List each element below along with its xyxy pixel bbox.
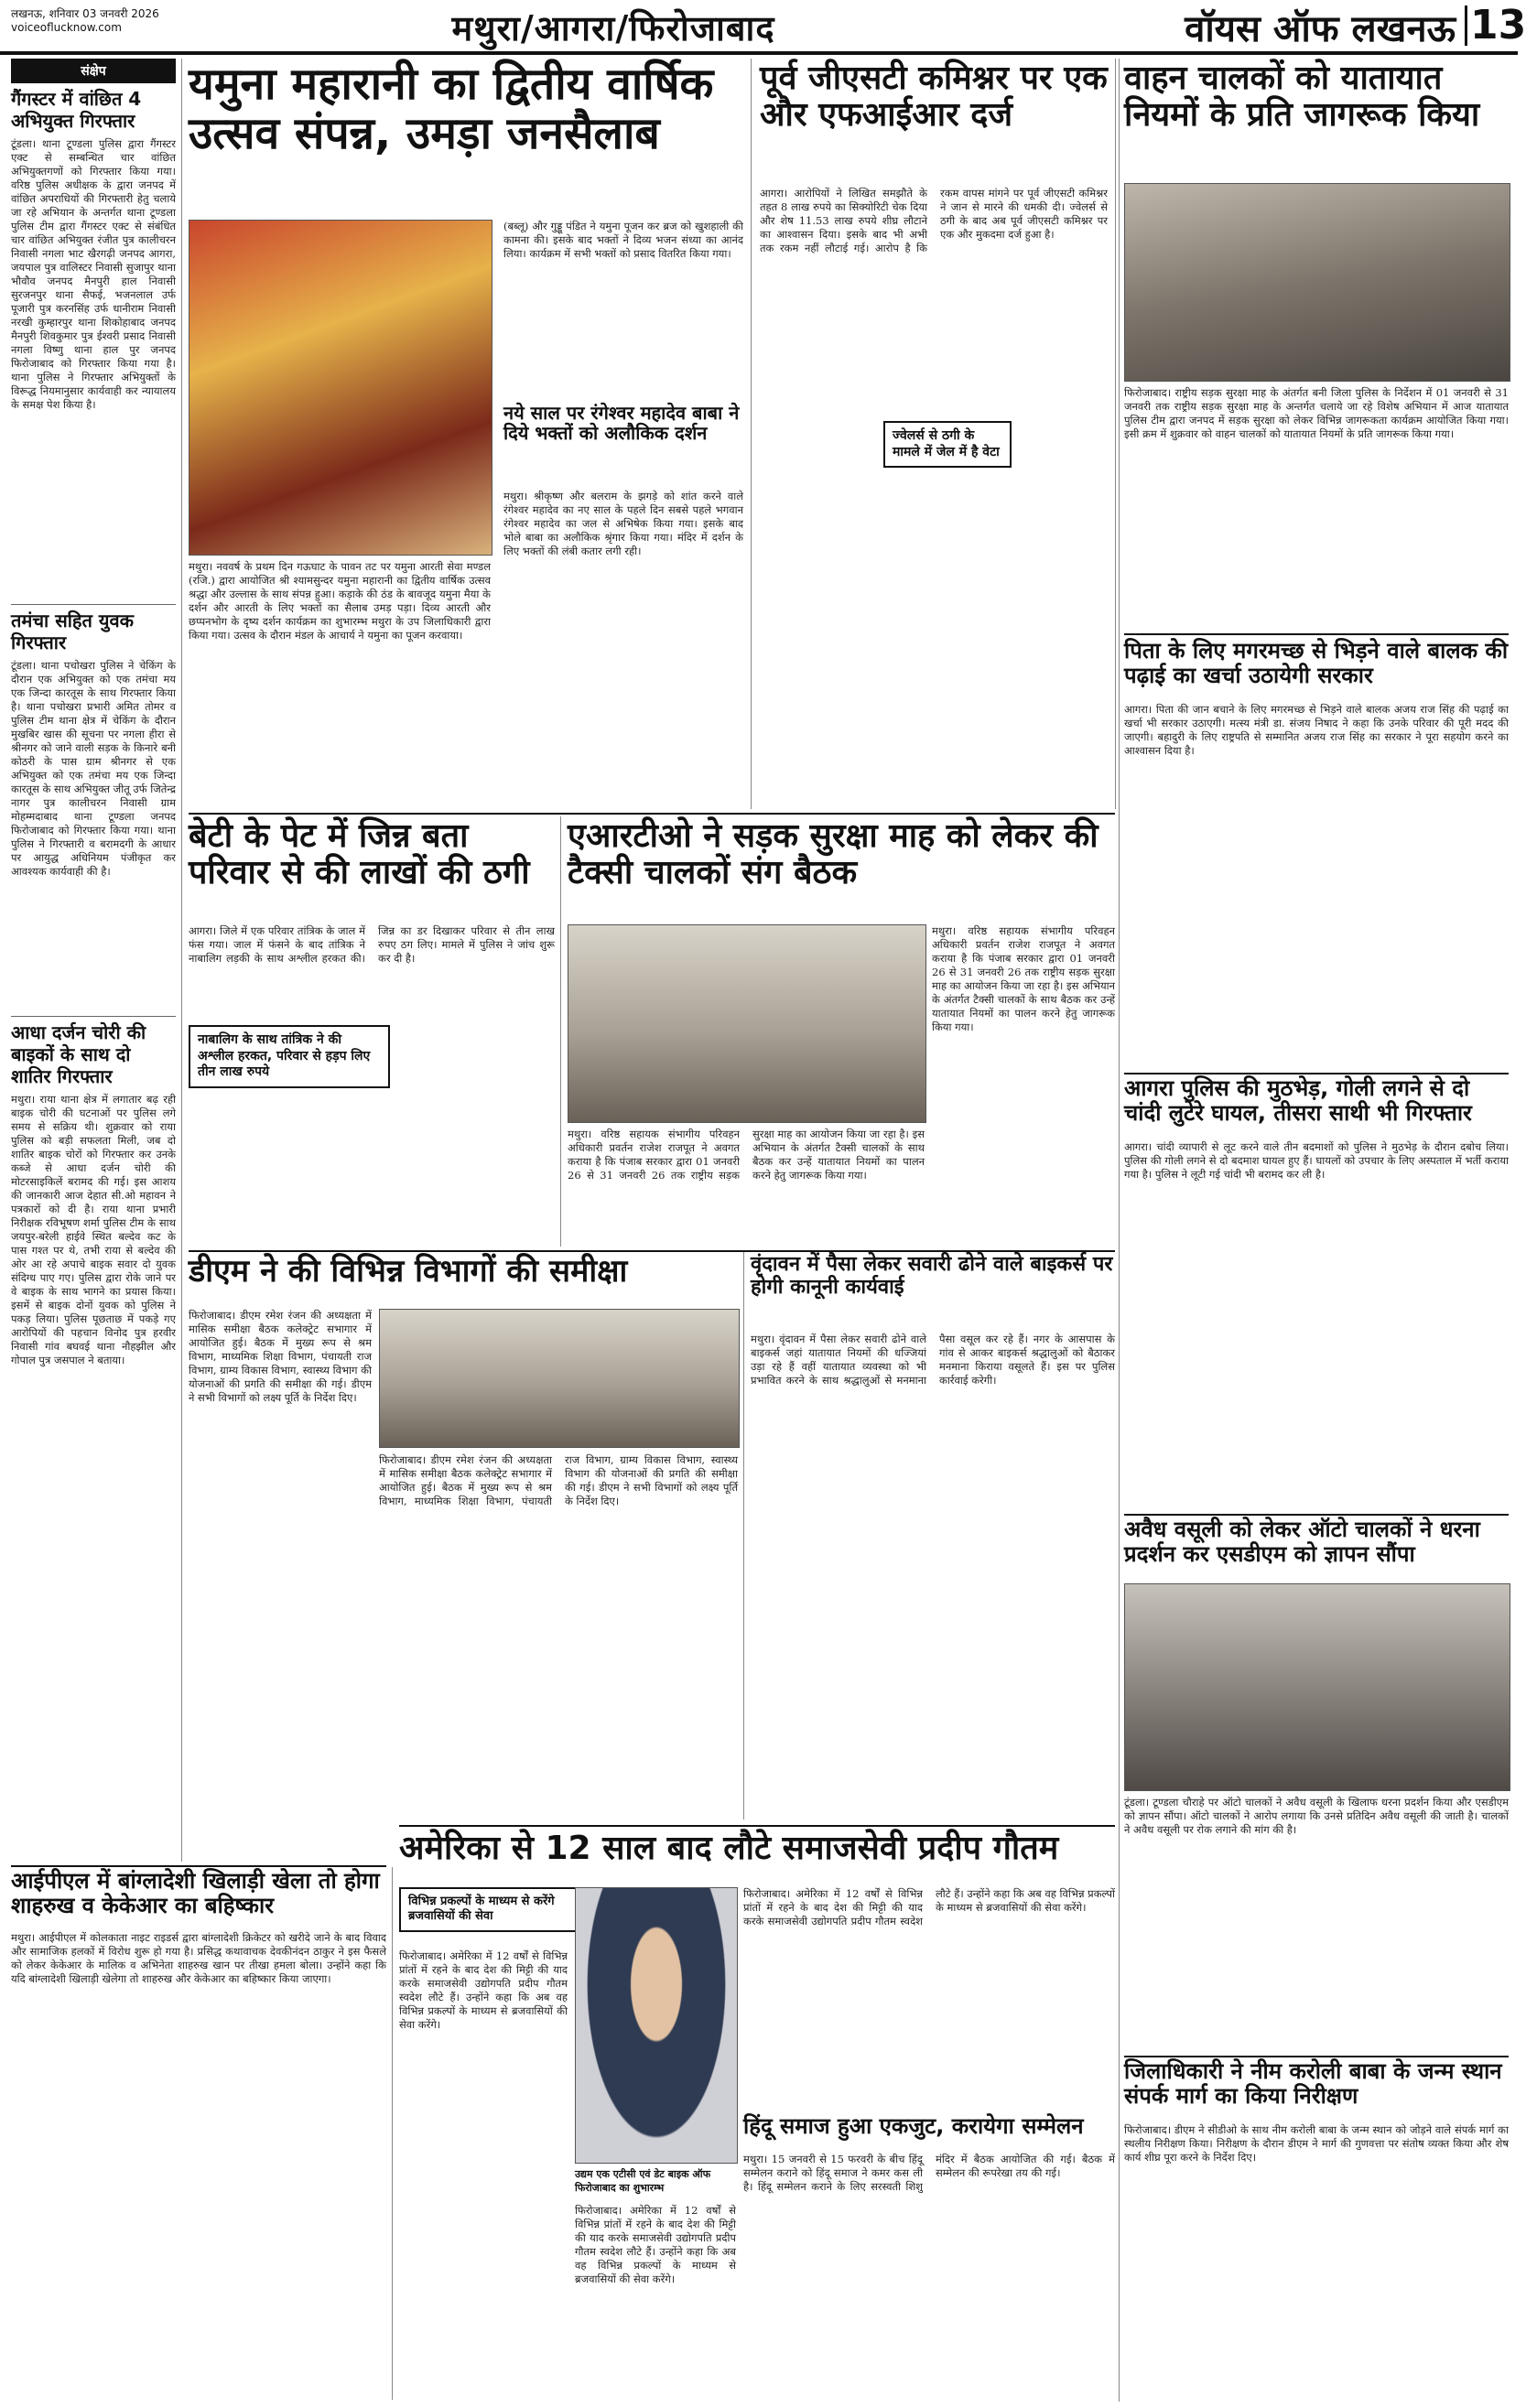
brief-item bbox=[11, 610, 176, 1012]
temple-photo bbox=[189, 220, 492, 556]
divider bbox=[189, 1250, 1115, 1252]
jila-headline: जिलाधिकारी ने नीम करोली बाबा के जन्म स्थान संपर्क मार्ग का किया निरीक्षण bbox=[1124, 2058, 1502, 2109]
dm-body: फिरोजाबाद। डीएम रमेश रंजन की अध्यक्षता में मासिक समीक्षा बैठक कलेक्ट्रेट सभागार में आयोजित हुई। बैठक में मुख्य रूप से श्रम विभाग, माध्यमिक शिक्षा विभाग, पंचायती राज विभाग, ग्राम्य विकास विभाग, स्वास्थ्य विभाग की योजनाओं की प्रगति की समीक्षा की गई। डीएम ने सभी विभागों को लक्ष्य पूर्ति के निर्देश दिए। bbox=[189, 1309, 372, 1404]
column-divider bbox=[392, 1867, 393, 2400]
dm-body-continued: फिरोजाबाद। डीएम रमेश रंजन की अध्यक्षता में मासिक समीक्षा बैठक कलेक्ट्रेट सभागार में आयोजित हुई। बैठक में मुख्य रूप से श्रम विभाग, माध्यमिक शिक्षा विभाग, पंचायती राज विभाग, ग्राम्य विकास विभाग, स्वास्थ्य विभाग की योजनाओं की प्रगति की समीक्षा की गई। डीएम ने सभी विभागों को लक्ष्य पूर्ति के निर्देश दिए। bbox=[379, 1453, 738, 1507]
divider bbox=[1124, 633, 1509, 635]
date-line: लखनऊ, शनिवार 03 जनवरी 2026 bbox=[11, 7, 159, 20]
brief-headline: तमंचा सहित युवक गिरफ्तार bbox=[11, 610, 134, 653]
vahan-headline: वाहन चालकों को यातायात नियमों के प्रति जागरूक किया bbox=[1124, 59, 1480, 135]
brief-body: मथुरा। राया थाना क्षेत्र में लगातार बढ़ रही बाइक चोरी की घटनाओं पर पुलिस लगे समय से सक्रिय थी। शुक्रवार को राया पुलिस को बड़ी सफलता मिली, जब दो शातिर बाइक चोरों को गिरफ्तार कर उनके कब्जे से आधा दर्जन चोरी की मोटरसाइकिलें बरामद की गई। इस आशय की जानकारी आज देहात सी.ओ महावन ने पत्रकारों को दी है। राया थाना प्रभारी निरीक्षक रविभूषण शर्मा पुलिस टीम के साथ जयपुर-बरेली हाईवे स्थित बल्देव कट के पास गश्त पर थे, तभी राया से बल्देव की ओर आ रहे अपाचे बाइक सवार दो युवक संदिग्ध पाए गए। पुलिस द्वारा रोके जाने पर वे बाइक के साथ भागने का प्रयास किया। इसमें से बाइक दोनों युवक को पुलिस ने पकड़ लिया। पुलिस पूछताछ में पकड़े गए आरोपियों की पहचान विनोद पुत्र हरवीर निवासी गांव बघवई थाना नौहझील और गोपाल पुत्र जसपाल ने बताया। bbox=[11, 1093, 176, 1366]
brief-body: टूंडला। थाना टूण्डला पुलिस द्वारा गैंगस्टर एक्ट से सम्बन्धित चार वांछित अभियुक्तगणों को गिरफ्तार किया गया। वरिष्ठ पुलिस अधीक्षक के द्वारा जनपद में वांछित अपराधियों की गिरफ्तारी हेतु चलाये जा रहे अभियान के अन्तर्गत थाना टूण्डला पुलिस टीम द्वारा गैंगस्टर एक्ट से संबंधित चार वांछित अभियुक्त रंजीत पुत्र कालीचरन निवासी नगला भाट खैरगढ़ी जनपद आगरा, जयपाल पुत्र वालिस्टर निवासी सुजापुर थाना भौवौव जनपद मैनपुरी हाल निवासी सुरजनपुर थाना सैफई, भजनलाल उर्फ पूजारी पुत्र करनसिंह उर्फ धानीराम निवासी नरखी कुम्हारपुर थाना शिकोहाबाद जनपद मैनपुरी शिवकुमार पुत्र ईश्वरी प्रसाद निवासी नगला विष्णु थाना हाल पुर जनपद फिरोजाबाद को गिरफ्तार किया गया है। थाना पुलिस ने गिरफ्तार अभियुक्तों के विरूद्ध नियमानुसार कार्यवाही कर न्यायालय के समक्ष पेश किया है। bbox=[11, 137, 176, 411]
arto-body: मथुरा। वरिष्ठ सहायक संभागीय परिवहन अधिकारी प्रवर्तन राजेश राजपूत ने अवगत कराया है कि पंजाब सरकार द्वारा 01 जनवरी 26 से 31 जनवरी 26 तक राष्ट्रीय सड़क सुरक्षा माह का आयोजन किया जा रहा है। इस अभियान के अंतर्गत टैक्सी चालकों के साथ बैठक कर उन्हें यातायात नियमों का पालन करने हेतु जागरूक किया गया। bbox=[568, 1128, 925, 1182]
brief-item bbox=[11, 1021, 176, 1863]
pradeep-gautam-portrait bbox=[575, 1887, 738, 2164]
divider bbox=[1124, 2056, 1509, 2057]
brief-headline: गैंगस्टर में वांछित 4 अभियुक्त गिरफ्तार bbox=[11, 88, 142, 132]
yamuna-body-continued: (बब्लू) और गुड्डू पंडित ने यमुना पूजन कर ब्रज को खुशहाली की कामना की। इसके बाद भक्तों ने दिव्य भजन संध्या का आनंद लिया। कार्यक्रम में सभी भक्तों को प्रसाद वितरित किया गया। bbox=[503, 220, 743, 260]
divider bbox=[11, 604, 176, 605]
divider bbox=[1124, 1514, 1509, 1516]
dharna-body: टूंडला। टूण्डला चौराहे पर ऑटो चालकों ने अवैध वसूली के खिलाफ धरना प्रदर्शन किया और एसडीएम को ज्ञापन सौंपा। ऑटो चालकों ने आरोप लगाया कि उनसे प्रतिदिन अवैध वसूली की जाती है। चालकों ने अवैध वसूली पर रोक लगाने की मांग की है। bbox=[1124, 1796, 1509, 1836]
beti-headline: बेटी के पेट में जिन्न बता परिवार से की लाखों की ठगी bbox=[189, 817, 530, 892]
america-body: फिरोजाबाद। अमेरिका में 12 वर्षों से विभिन्न प्रांतों में रहने के बाद देश की मिट्टी की याद करके समाजसेवी उद्योगपति प्रदीप गौतम स्वदेश लौटे हैं। उन्होंने कहा कि अब वह विभिन्न प्रकल्पों के माध्यम से ब्रजवासियों की सेवा करेंगे। bbox=[399, 1949, 568, 2031]
america-highlight-box: विभिन्न प्रकल्पों के माध्यम से करेंगे ब्रजवासियों की सेवा bbox=[399, 1887, 586, 1932]
brief-tag: संक्षेप bbox=[11, 59, 176, 83]
rangeshwar-body: मथुरा। श्रीकृष्ण और बलराम के झगड़े को शांत करने वाले रंगेश्वर महादेव का नए साल के पहले दिन सबसे पहले भगवान रंगेश्वर महादेव का जल से अभिषेक किया गया। इसके बाद भोले बाबा का अलौकिक श्रृंगार किया गया। मंदिर में दर्शन के लिए भक्तों की लंबी कतार लगी रही। bbox=[503, 490, 743, 557]
arto-headline: एआरटीओ ने सड़क सुरक्षा माह को लेकर की टैक्सी चालकों संग बैठक bbox=[568, 817, 1099, 892]
vrindavan-headline: वृंदावन में पैसा लेकर सवारी ढोने वाले बाइकर्स पर होगी कानूनी कार्यवाई bbox=[751, 1253, 1113, 1299]
column-divider bbox=[181, 59, 182, 1862]
gst-headline: पूर्व जीएसटी कमिश्नर पर एक और एफआईआर दर्ज bbox=[760, 59, 1108, 135]
newspaper-brand: वॉयस ऑफ लखनऊ bbox=[1185, 8, 1456, 50]
yamuna-headline: यमुना महारानी का द्वितीय वार्षिक उत्सव संपन्न, उमड़ा जनसैलाब bbox=[189, 59, 714, 159]
arto-body-side: मथुरा। वरिष्ठ सहायक संभागीय परिवहन अधिकारी प्रवर्तन राजेश राजपूत ने अवगत कराया है कि पंजाब सरकार द्वारा 01 जनवरी 26 से 31 जनवरी 26 तक राष्ट्रीय सड़क सुरक्षा माह का आयोजन किया जा रहा है। इस अभियान के अंतर्गत टैक्सी चालकों के साथ बैठक कर उन्हें यातायात नियमों का पालन करने हेतु जागरूक किया गया। bbox=[932, 924, 1115, 1033]
portrait-caption: उद्यम एक एटीसी एवं डेट बाइक ऑफ फिरोजाबाद का शुभारम्भ bbox=[575, 2168, 711, 2194]
beti-body: आगरा। जिले में एक परिवार तांत्रिक के जाल में फंस गया। जाल में फंसने के बाद तांत्रिक ने नाबालिग लड़की के साथ अश्लील हरकत की। जिन्न का डर दिखाकर परिवार से तीन लाख रुपए ठग लिए। मामले में पुलिस ने जांच शुरू कर दी है। bbox=[189, 924, 555, 965]
divider bbox=[189, 813, 1115, 815]
ipl-headline: आईपीएल में बांग्लादेशी खिलाड़ी खेला तो होगा शाहरुख व केकेआर का बहिष्कार bbox=[11, 1868, 380, 1918]
vrindavan-body: मथुरा। वृंदावन में पैसा लेकर सवारी ढोने वाले बाइकर्स जहां यातायात नियमों की धज्जियां उड़ा रहे हैं वहीं यातायात व्यवस्था को भी प्रभावित करने के साथ श्रद्धालुओं से मनमाना पैसा वसूल कर रहे हैं। नगर के आसपास के गांव से आकर बाइकर्स श्रद्धालुओं को बैठाकर मनमाना किराया वसूलते हैं। इस पर पुलिस कार्रवाई करेगी। bbox=[751, 1333, 1115, 1387]
website-link[interactable]: voiceoflucknow.com bbox=[11, 21, 122, 34]
police-headline: आगरा पुलिस की मुठभेड़, गोली लगने से दो चांदी लुटेरे घायल, तीसरा साथी भी गिरफ्तार bbox=[1124, 1075, 1472, 1126]
rangeshwar-subheadline: नये साल पर रंगेश्वर महादेव बाबा ने दिये भक्तों को अलौकिक दर्शन bbox=[503, 402, 740, 445]
column-divider bbox=[743, 1252, 744, 1819]
hindu-headline: हिंदू समाज हुआ एकजुट, करायेगा सम्मेलन bbox=[743, 2113, 1084, 2139]
section-region-title: मथुरा/आगरा/फिरोजाबाद bbox=[451, 8, 775, 49]
gst-highlight-box: ज्वेलर्स से ठगी के मामले में जेल में है वेटा bbox=[883, 421, 1012, 468]
jila-body: फिरोजाबाद। डीएम ने सीडीओ के साथ नीम करोली बाबा के जन्म स्थान को जोड़ने वाले संपर्क मार्ग का स्थलीय निरीक्षण किया। निरीक्षण के दौरान डीएम ने मार्ग की गुणवत्ता पर संतोष व्यक्त किया और शेष कार्य शीघ्र पूरा करने के निर्देश दिए। bbox=[1124, 2123, 1509, 2164]
america-body-right: फिरोजाबाद। अमेरिका में 12 वर्षों से विभिन्न प्रांतों में रहने के बाद देश की मिट्टी की याद करके समाजसेवी उद्योगपति प्रदीप गौतम स्वदेश लौटे हैं। उन्होंने कहा कि अब वह विभिन्न प्रकल्पों के माध्यम से ब्रजवासियों की सेवा करेंगे। bbox=[743, 1887, 1115, 1927]
column-divider bbox=[1119, 59, 1120, 2402]
column-divider bbox=[1115, 59, 1116, 809]
protest-photo bbox=[1124, 1583, 1510, 1791]
meeting-photo bbox=[568, 924, 926, 1123]
divider bbox=[1124, 1073, 1509, 1074]
divider bbox=[11, 1865, 386, 1867]
masthead-dateline bbox=[11, 7, 231, 44]
dm-headline: डीएम ने की विभिन्न विभागों की समीक्षा bbox=[189, 1253, 628, 1290]
america-body-continued: फिरोजाबाद। अमेरिका में 12 वर्षों से विभिन्न प्रांतों में रहने के बाद देश की मिट्टी की याद करके समाजसेवी उद्योगपति प्रदीप गौतम स्वदेश लौटे हैं। उन्होंने कहा कि अब वह विभिन्न प्रकल्पों के माध्यम से ब्रजवासियों की सेवा करेंगे। bbox=[575, 2204, 736, 2285]
america-headline: अमेरिका से 12 साल बाद लौटे समाजसेवी प्रदीप गौतम bbox=[399, 1830, 1059, 1867]
brief-headline: आधा दर्जन चोरी की बाइकों के साथ दो शातिर गिरफ्तार bbox=[11, 1021, 146, 1087]
pita-body: आगरा। पिता की जान बचाने के लिए मगरमच्छ से भिड़ने वाले बालक अजय राज सिंह की पढ़ाई का खर्चा भी सरकार उठाएगी। मत्स्य मंत्री डा. संजय निषाद ने कहा कि उनके परिवार की पूरी मदद की जाएगी। बहादुरी के लिए राष्ट्रपति से सम्मानित अजय राज सिंह का सरकार ने पूरा सहयोग करने का आश्वासन दिया है। bbox=[1124, 703, 1509, 757]
ipl-body: मथुरा। आईपीएल में कोलकाता नाइट राइडर्स द्वारा बांग्लादेशी क्रिकेटर को खरीदे जाने के बाद विवाद और सामाजिक हलकों में विरोध शुरू हो गया है। प्रसिद्ध कथावाचक देवकीनंदन ठाकुर ने इस फैसले को लेकर केकेआर के मालिक व अभिनेता शाहरुख खान पर तीखा हमला बोला। उन्होंने कहा कि यदि बांग्लादेशी खिलाड़ी खेलेगा तो शाहरुख और केकेआर का बहिष्कार किया जाएगा। bbox=[11, 1931, 386, 1985]
hindu-body: मथुरा। 15 जनवरी से 15 फरवरी के बीच हिंदू सम्मेलन कराने को हिंदू समाज ने कमर कस ली है। हिंदू सम्मेलन कराने के लिए सरस्वती शिशु मंदिर में बैठक आयोजित की गई। बैठक में सम्मेलन की रूपरेखा तय की गई। bbox=[743, 2153, 1115, 2193]
brief-item bbox=[11, 88, 176, 600]
yamuna-body: मथुरा। नववर्ष के प्रथम दिन गऊघाट के पावन तट पर यमुना आरती सेवा मण्डल (रजि.) द्वारा आयोजित श्री श्यामसुन्दर यमुना महारानी का द्वितीय वार्षिक उत्सव श्रद्धा और उल्लास के साथ संपन्न हुआ। कड़ाके की ठंड के बावजूद यमुना मैया के दर्शन और आरती के लिए भक्तों का सैलाब उमड़ पड़ा। दिव्य आरती और छप्पनभोग के दृष्य दर्शन कार्यक्रम का शुभारम्भ मथुरा के उप जिलाधिकारी द्वारा किया गया। उत्सव के दौरान मंडल के आचार्य ने यमुना का पूजन करवाया। bbox=[189, 560, 491, 642]
police-body: आगरा। चांदी व्यापारी से लूट करने वाले तीन बदमाशों को पुलिस ने मुठभेड़ के दौरान दबोच लिया। पुलिस की गोली लगने से दो बदमाश घायल हुए हैं। घायलों को उपचार के लिए अस्पताल में भर्ती कराया गया है। पुलिस ने लूटी गई चांदी भी बरामद कर ली है। bbox=[1124, 1140, 1509, 1181]
page-number: 13 bbox=[1470, 2, 1526, 49]
dharna-headline: अवैध वसूली को लेकर ऑटो चालकों ने धरना प्रदर्शन कर एसडीएम को ज्ञापन सौंपा bbox=[1124, 1517, 1480, 1567]
brand-divider bbox=[1465, 5, 1467, 46]
column-divider bbox=[560, 816, 561, 1247]
header-rule bbox=[0, 51, 1518, 55]
traffic-awareness-photo bbox=[1124, 183, 1510, 382]
divider bbox=[399, 1825, 1115, 1827]
vahan-body: फिरोजाबाद। राष्ट्रीय सड़क सुरक्षा माह के अंतर्गत बनी जिला पुलिस के निर्देशन में 01 जनवरी से 31 जनवरी तक राष्ट्रीय सड़क सुरक्षा माह के अन्तर्गत चलाये जा रहे विशेष अभियान में आज यातायात पुलिस टीम द्वारा जनपद में सड़क सुरक्षा को लेकर विभिन्न जागरूकता कार्यक्रम आयोजित किया गया। इसी क्रम में शुक्रवार को वाहन चालकों को यातायात नियमों के प्रति जागरूक किया गया। bbox=[1124, 386, 1509, 440]
dm-review-photo bbox=[379, 1309, 740, 1448]
gst-body: आगरा। आरोपियों ने लिखित समझौते के तहत 8 लाख रुपये का सिक्योरिटी चेक दिया और शेष 11.53 लाख रुपये शीघ्र लौटाने का आश्वासन दिया। इसके बाद भी अभी तक रकम नहीं लौटाई गई। आरोप है कि रकम वापस मांगने पर पूर्व जीएसटी कमिश्नर ने जान से मारने की धमकी दी। ज्वेलर्स से ठगी के बाद अब पूर्व जीएसटी कमिश्नर पर एक और मुकदमा दर्ज हुआ है। bbox=[760, 187, 1108, 254]
brief-body: टूंडला। थाना पचोखरा पुलिस ने चेकिंग के दौरान एक अभियुक्त को एक तमंचा मय एक जिन्दा कारतूस के साथ गिरफ्तार किया है। थाना पचोखरा प्रभारी अमित तोमर व पुलिस टीम थाना क्षेत्र में चेकिंग के दौरान मुखबिर खास की सूचना पर नगला हीरा से श्रीनगर को जाने वाली सड़क के किनारे बनी कोठरी के पास ग्राम श्रीनगर से एक अभियुक्त को एक तमंचा मय एक जिन्दा कारतूस के साथ अभियुक्त जीतू उर्फ जितेन्द्र नागर पुत्र कालीचरन निवासी ग्राम मोहम्मदाबाद थाना टूण्डला जनपद फिरोजाबाद को गिरफ्तार किया गया। थाना पुलिस ने गिरफ्तारी व बरामदगी के आधार पर आयुद्ध अधिनियम पंजीकृत कर आवश्यक कार्यवाही की है। bbox=[11, 659, 176, 878]
divider bbox=[11, 1016, 176, 1017]
beti-highlight-box: नाबालिग के साथ तांत्रिक ने की अश्लील हरकत, परिवार से हड़प लिए तीन लाख रुपये bbox=[189, 1025, 390, 1088]
pita-headline: पिता के लिए मगरमच्छ से भिड़ने वाले बालक की पढ़ाई का खर्चा उठायेगी सरकार bbox=[1124, 638, 1509, 688]
column-divider bbox=[751, 59, 752, 809]
